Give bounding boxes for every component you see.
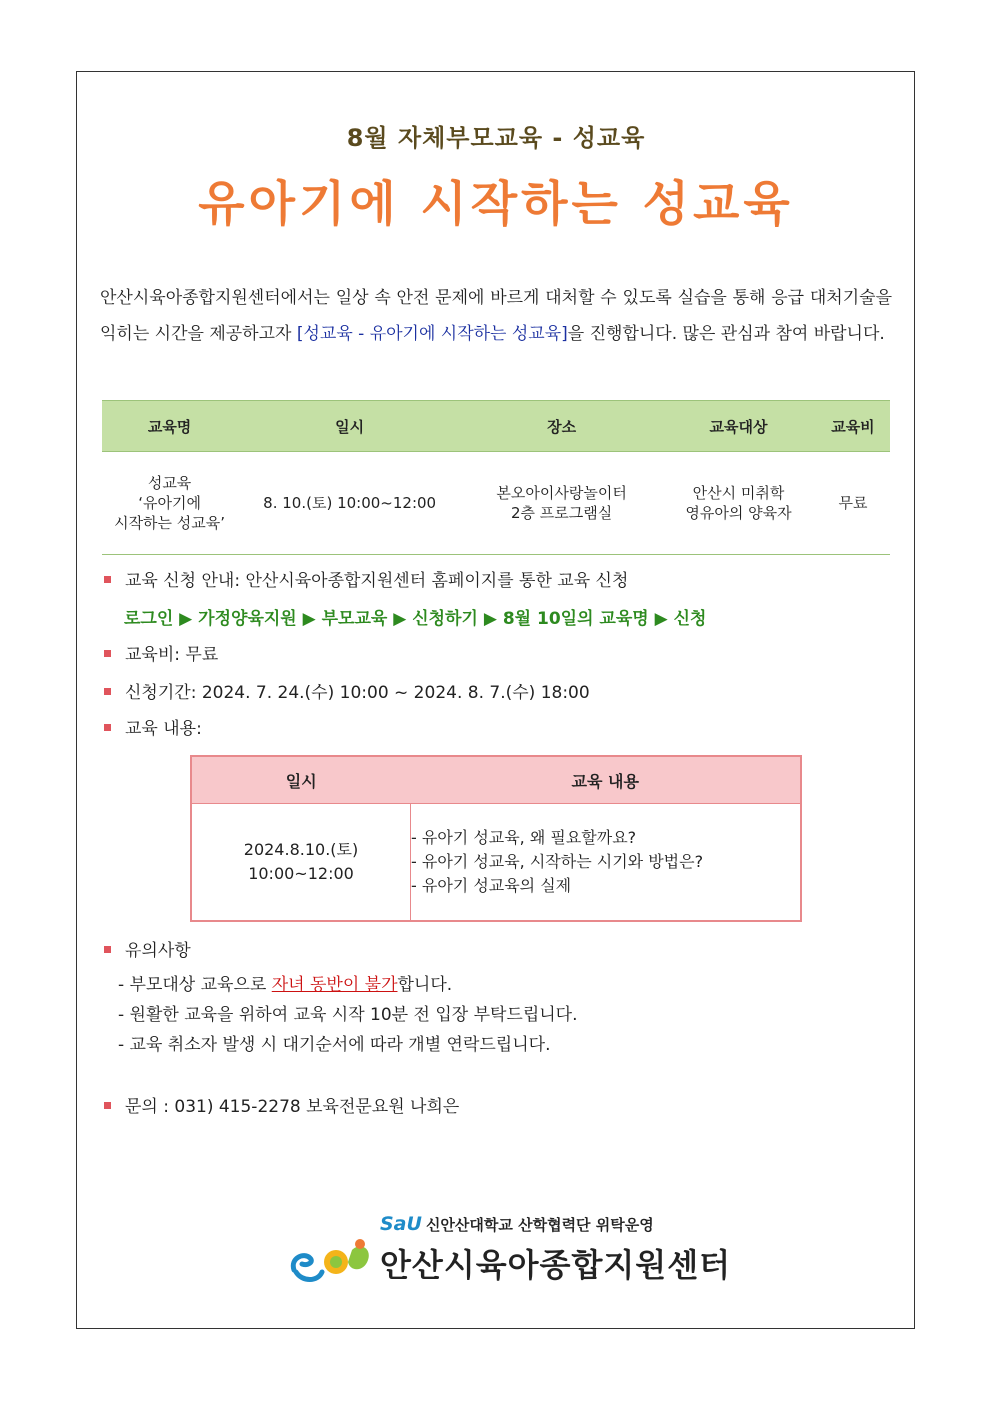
cell-target [661, 452, 816, 555]
bullet-period [104, 678, 590, 703]
target-line: 영유아의 양육자 [685, 504, 792, 522]
notes-list [118, 970, 578, 1060]
bullet-text: 신청기간: 2024. 7. 24.(수) 10:00 ~ 2024. 8. 7.(수) 18:00 [125, 683, 590, 703]
list-item: - 유아기 성교육, 시작하는 시기와 방법은? [411, 852, 704, 871]
page-subtitle: 8월 자체부모교육 - 성교육 [346, 124, 646, 152]
name-line: ‘유아기에 [138, 494, 201, 512]
bullet-fee [104, 640, 218, 665]
sau-logo: SaU [380, 1213, 422, 1235]
bullet-square-icon [104, 650, 111, 657]
note-line: - 원활한 교육을 위하여 교육 시작 10분 전 입장 부탁드립니다. [118, 1005, 578, 1025]
header-datetime: 일시 [237, 401, 462, 452]
bullet-square-icon [104, 724, 111, 731]
bullet-square-icon [104, 576, 111, 583]
info-table-header-row [102, 401, 890, 452]
list-item: - 유아기 성교육의 실제 [411, 876, 572, 895]
header-date: 일시 [191, 756, 411, 804]
time-line: 10:00~12:00 [248, 864, 354, 883]
header-content: 교육 내용 [411, 756, 802, 804]
intro-highlight: [성교육 - 유아기에 시작하는 성교육] [296, 324, 568, 344]
intro-text-1: 안산시육아종합지원센터에서는 일상 속 안전 문제에 바르게 대처할 수 있도록 실습을 통해 응급 대처기술을 익히는 시간을 제공하고자 [100, 288, 892, 344]
logo-title: 안산시육아종합지원센터 [380, 1246, 732, 1284]
header-target: 교육대상 [661, 401, 816, 452]
note-warning: 자녀 동반이 불가 [271, 975, 398, 995]
cell-datetime: 8. 10.(토) 10:00~12:00 [237, 452, 462, 555]
note-text: - 부모대상 교육으로 [118, 975, 272, 995]
note-line [118, 970, 578, 1000]
bullet-content [104, 714, 202, 739]
cell-date [191, 804, 411, 922]
note-text: 합니다. [397, 975, 453, 995]
cell-items [411, 804, 802, 922]
contact-text: 문의 : 031) 415-2278 보육전문요원 나희은 [125, 1097, 460, 1117]
place-line: 본오아이사랑놀이터 [496, 484, 627, 502]
name-line: 시작하는 성교육’ [114, 514, 226, 532]
logo-subtitle [380, 1213, 654, 1235]
header-name: 교육명 [102, 401, 237, 452]
date-line: 2024.8.10.(토) [243, 840, 359, 859]
list-item: - 유아기 성교육, 왜 필요할까요? [411, 828, 637, 847]
bullet-square-icon [104, 946, 111, 953]
cell-place [462, 452, 661, 555]
notes-heading: 유의사항 [125, 941, 191, 961]
bullet-text: 교육비: 무료 [125, 645, 219, 665]
note-line: - 교육 취소자 발생 시 대기순서에 따라 개별 연락드립니다. [118, 1035, 551, 1055]
target-line: 안산시 미취학 [692, 484, 785, 502]
apply-path: 로그인 ▶ 가정양육지원 ▶ 부모교육 ▶ 신청하기 ▶ 8월 10일의 교육명 ▶ 신청 [124, 609, 707, 629]
page-title: 유아기에 시작하는 성교육 [198, 176, 794, 232]
bullet-contact [104, 1092, 459, 1117]
program-info-table [102, 400, 890, 555]
header-fee: 교육비 [816, 401, 890, 452]
logo-org-top: 신안산대학교 산학협력단 위탁운영 [425, 1216, 654, 1234]
bullet-notes [104, 936, 191, 961]
intro-paragraph [100, 280, 892, 352]
name-line: 성교육 [147, 474, 192, 492]
place-line: 2층 프로그램실 [511, 504, 613, 522]
bullet-square-icon [104, 1102, 111, 1109]
cell-name [102, 452, 237, 555]
content-table-header-row [191, 756, 801, 804]
table-row [102, 452, 890, 555]
cell-fee: 무료 [816, 452, 890, 555]
bullet-square-icon [104, 688, 111, 695]
content-table [190, 755, 802, 922]
intro-text-2: 을 진행합니다. 많은 관심과 참여 바랍니다. [567, 324, 885, 344]
header-place: 장소 [462, 401, 661, 452]
center-logo-icon [288, 1232, 376, 1286]
bullet-text: 교육 내용: [125, 719, 202, 739]
bullet-apply [104, 566, 628, 591]
table-row [191, 804, 801, 922]
bullet-text: 교육 신청 안내: 안산시육아종합지원센터 홈페이지를 통한 교육 신청 [125, 571, 629, 591]
